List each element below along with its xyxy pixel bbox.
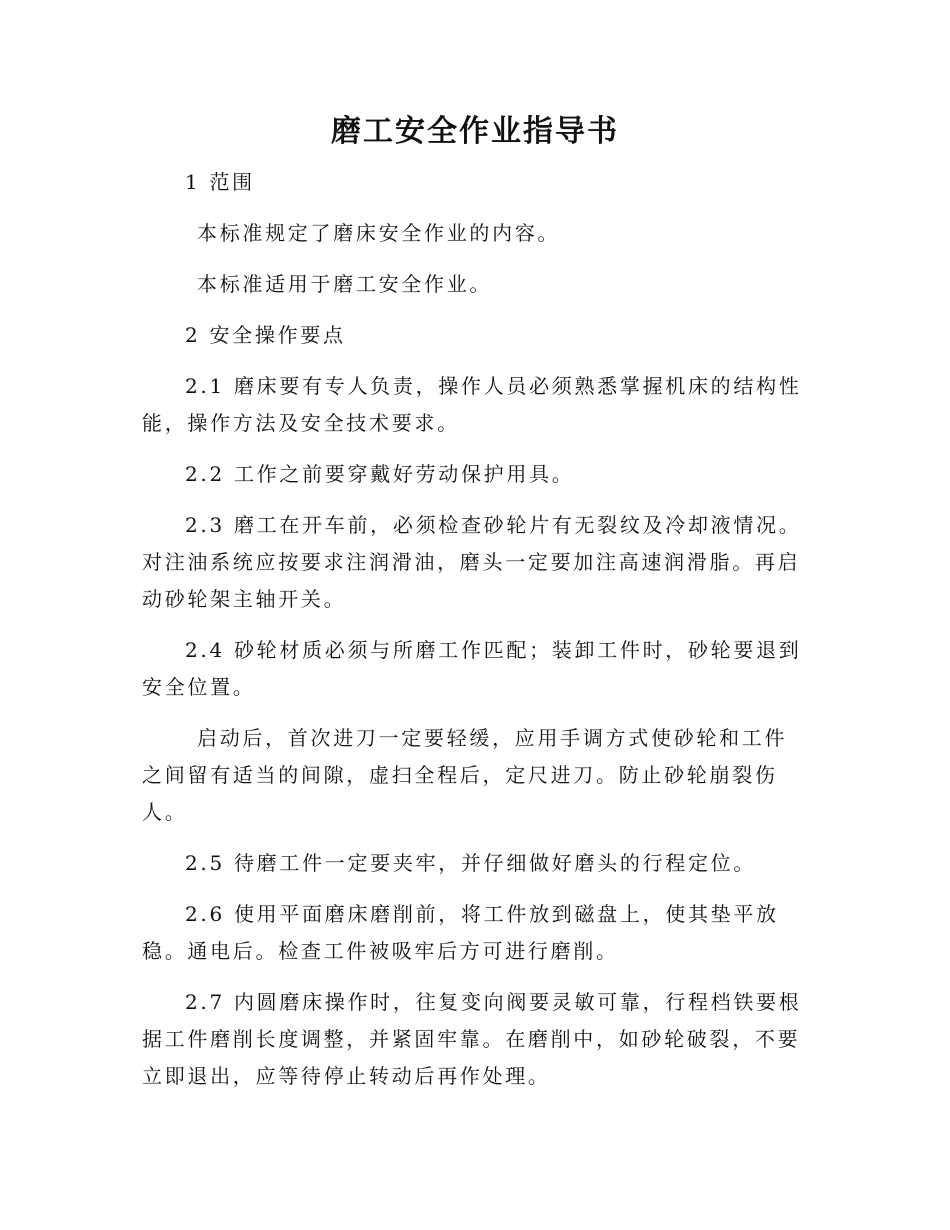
document-title: 磨工安全作业指导书: [331, 114, 619, 149]
document-body: [142, 164, 806, 1109]
clause-2-3: 2.3 磨工在开车前，必须检查砂轮片有无裂纹及冷却液情况。对注油系统应按要求注润滑油，磨头一定要加注高速润滑脂。再启动砂轮架主轴开关。: [142, 513, 802, 611]
section-heading-safety: 2 安全操作要点: [185, 323, 346, 347]
clause-2-7: 2.7 内圆磨床操作时，往复变向阀要灵敏可靠，行程档铁要根据工件磨削长度调整，并紧固牢靠。在磨削中，如砂轮破裂，不要立即退出，应等待停止转动后再作处理。: [142, 990, 802, 1088]
clause-2-6: 2.6 使用平面磨床磨削前，将工件放到磁盘上，使其垫平放稳。通电后。检查工件被吸牢后方可进行磨削。: [142, 902, 779, 963]
clause-2-4-continuation: 启动后，首次进刀一定要轻缓，应用手调方式使砂轮和工件之间留有适当的间隙，虚扫全程后，定尺进刀。防止砂轮崩裂伤人。: [142, 726, 788, 824]
clause-2-4: 2.4 砂轮材质必须与所磨工作匹配；装卸工件时，砂轮要退到安全位置。: [142, 638, 802, 699]
clause-2-5: 2.5 待磨工件一定要夹牢，并仔细做好磨头的行程定位。: [185, 851, 757, 875]
clause-2-1: 2.1 磨床要有专人负责，操作人员必须熟悉掌握机床的结构性能，操作方法及安全技术要求。: [142, 374, 802, 435]
clause-2-2: 2.2 工作之前要穿戴好劳动保护用具。: [185, 462, 575, 486]
scope-paragraph-2: 本标准适用于磨工安全作业。: [197, 272, 493, 296]
section-heading-scope: 1 范围: [185, 170, 255, 194]
scope-paragraph-1: 本标准规定了磨床安全作业的内容。: [197, 221, 561, 245]
